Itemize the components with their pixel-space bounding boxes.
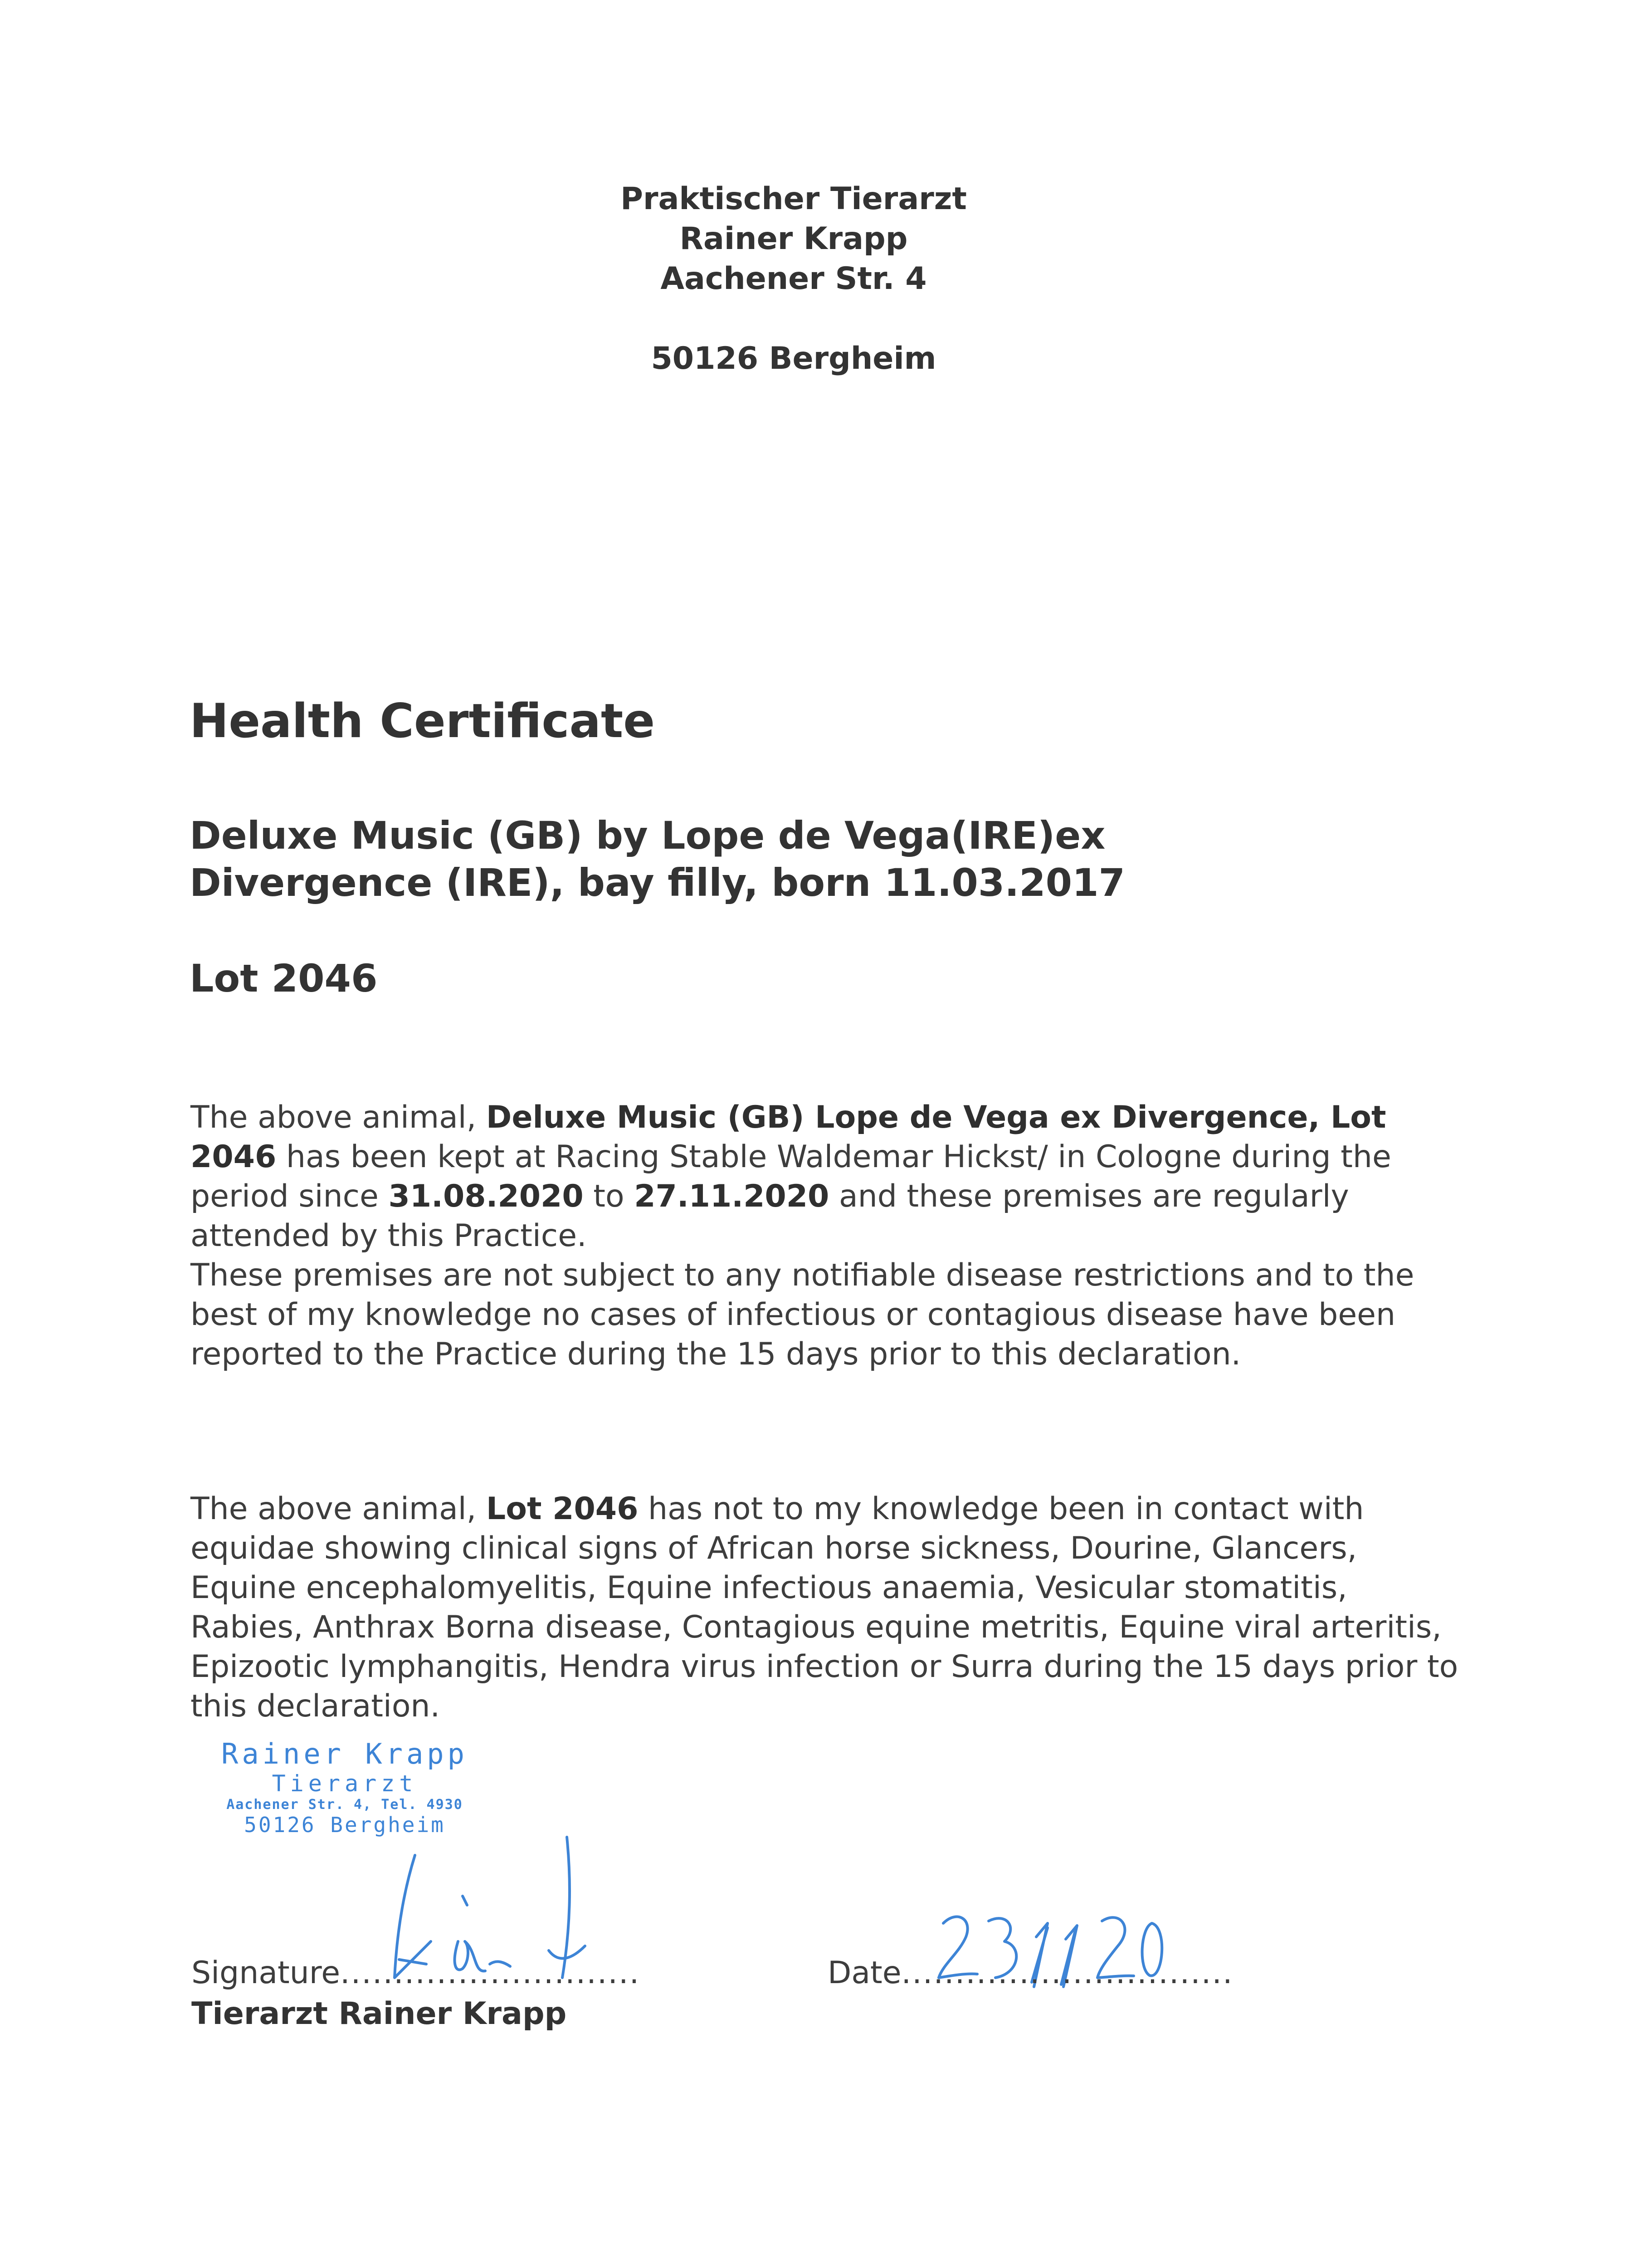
stamp-title: Tierarzt (272, 1770, 418, 1797)
animal-line-2: Divergence (IRE), bay filly, born 11.03.2017 (190, 860, 1126, 905)
animal-line-1: Deluxe Music (GB) by Lope de Vega(IRE)ex (190, 813, 1106, 858)
para2-text-a: The above animal, (190, 1491, 486, 1527)
letterhead-name: Rainer Krapp (679, 221, 908, 257)
animal-description (190, 812, 1125, 906)
para1-bold-animal: Deluxe Music (GB) Lope de Vega ex Divergence, Lot 2046 (190, 1100, 1386, 1175)
para2-bold-lot: Lot 2046 (486, 1491, 639, 1527)
para1-text-b: has been kept at Racing Stable Waldemar Hickst/ in Cologne during the period since (190, 1139, 1391, 1214)
para1-text-c: to (583, 1178, 634, 1214)
para1-bold-end-date: 27.11.2020 (634, 1178, 829, 1214)
para1-text-d: and these premises are regularly attended by this Practice. (190, 1178, 1349, 1254)
signature-dots: ............................ (340, 1955, 640, 1991)
declaration-paragraph-2 (190, 1489, 1469, 1726)
date-dots: ............................... (901, 1955, 1234, 1991)
declaration-paragraph-1 (190, 1098, 1469, 1374)
para1-text-a: The above animal, (190, 1100, 486, 1135)
letterhead-city: 50126 Bergheim (651, 341, 936, 376)
date-line (828, 1955, 1234, 1991)
date-label: Date (828, 1955, 902, 1991)
signature-label: Signature (191, 1955, 341, 1991)
signature-line (191, 1955, 640, 1991)
para2-text-b: has not to my knowledge been in contact with equidae showing clinical signs of African horse sickness, Dourine, Glancers, Equine encephalomyelitis, Equine infectious anaemia, Vesicular stomatitis, Rabies, Anthrax Borna disease, Contagious equine metritis, Equine viral arteritis, Epizootic lymphangitis, Hendra virus infection or Surra during the 15 days prior to this declaration. (190, 1491, 1458, 1724)
para1-bold-start-date: 31.08.2020 (388, 1178, 584, 1214)
practice-stamp (200, 1737, 490, 1837)
document-title: Health Certificate (190, 694, 655, 748)
stamp-name: Rainer Krapp (221, 1737, 468, 1770)
letterhead-street: Aachener Str. 4 (660, 261, 927, 297)
signer-name: Tierarzt Rainer Krapp (191, 1996, 567, 2032)
letterhead-title: Praktischer Tierarzt (620, 181, 967, 217)
lot-number: Lot 2046 (190, 956, 378, 1001)
para1-text-e: These premises are not subject to any notifiable disease restrictions and to the best of my knowledge no cases of infectious or contagious disease have been reported to the Practice during the 15 days prior to this declaration. (190, 1257, 1414, 1372)
letterhead (522, 179, 1066, 379)
stamp-address: Aachener Str. 4, Tel. 4930 (226, 1797, 463, 1813)
stamp-city: 50126 Bergheim (244, 1813, 445, 1837)
